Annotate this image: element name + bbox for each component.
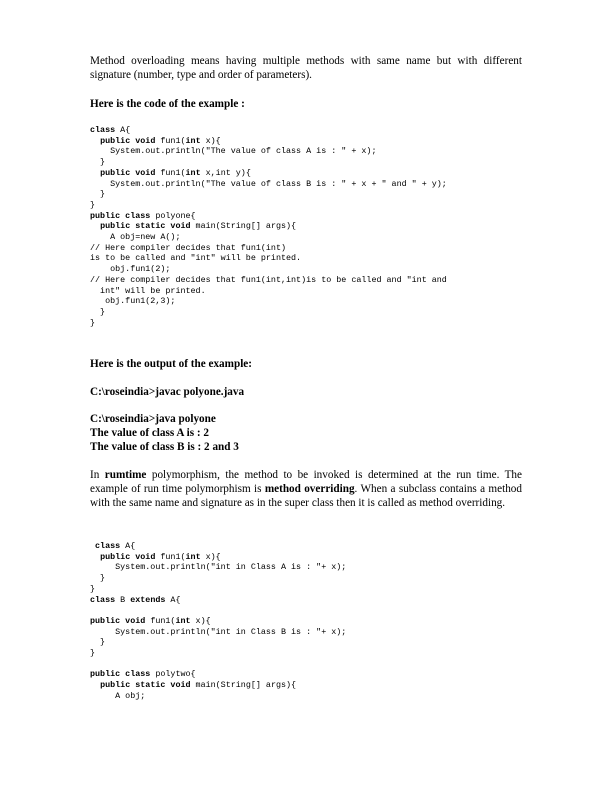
code-line: } [90, 573, 106, 584]
code-line [90, 605, 530, 616]
code-line: class A{ [90, 541, 136, 551]
code-line: } [90, 157, 106, 168]
code-line: System.out.println("int in Class A is : "+ x); [90, 562, 347, 573]
code-heading: Here is the code of the example : [90, 98, 245, 110]
code-listing-overloading [90, 125, 530, 328]
code-line: } [90, 637, 106, 648]
code-line: public static void main(String[] args){ [100, 680, 297, 691]
code-line: int" will be printed. [90, 285, 206, 296]
code-line: } [90, 189, 106, 200]
code-line: } [90, 306, 106, 317]
code-line: A obj; [90, 690, 146, 701]
output-heading: Here is the output of the example: [90, 358, 252, 370]
code-line: public static void main(String[] args){ [100, 221, 297, 232]
output-command-run: C:\roseindia>java polyone [90, 413, 216, 425]
code-line: A obj=new A(); [90, 232, 181, 243]
code-line: public void fun1(int x){ [90, 615, 211, 626]
code-line: System.out.println("The value of class A is : " + x); [90, 146, 377, 157]
code-line: public void fun1(int x){ [100, 135, 221, 146]
code-line: public void fun1(int x,int y){ [100, 167, 251, 178]
code-line: } [90, 199, 96, 210]
code-line: public void fun1(int x){ [100, 551, 221, 562]
code-line [90, 659, 530, 670]
output-result-line-1: The value of class A is : 2 [90, 427, 210, 439]
code-line: // Here compiler decides that fun1(int) [90, 242, 287, 253]
code-line: // Here compiler decides that fun1(int,int)is to be called and "int and [90, 274, 447, 285]
code-line: obj.fun1(2); [90, 264, 171, 275]
intro-paragraph: Method overloading means having multiple methods with same name but with different signature (number, type and order of parameters). [90, 55, 522, 81]
code-line: } [90, 583, 96, 594]
code-line: System.out.println("The value of class B is : " + x + " and " + y); [90, 178, 447, 189]
code-line: obj.fun1(2,3); [90, 296, 176, 307]
output-result-line-2: The value of class B is : 2 and 3 [90, 441, 239, 453]
code-line: is to be called and "int" will be printed. [90, 253, 302, 264]
runtime-polymorphism-paragraph: In rumtime polymorphism, the method to be invoked is determined at the run time. The example of run time polymorphism is method overriding. When a subclass contains a method with the same name and signature as in the super class then it is called as method overriding. [90, 469, 522, 509]
code-line: class A{ [90, 125, 131, 135]
code-line: } [90, 648, 96, 659]
output-command-compile: C:\roseindia>javac polyone.java [90, 386, 245, 398]
code-line: public class polyone{ [90, 210, 196, 221]
code-line: class B extends A{ [90, 594, 181, 605]
code-line: } [90, 317, 96, 328]
code-line: public class polytwo{ [90, 669, 196, 680]
code-line: System.out.println("int in Class B is : "+ x); [90, 626, 347, 637]
code-listing-overriding [90, 541, 530, 702]
